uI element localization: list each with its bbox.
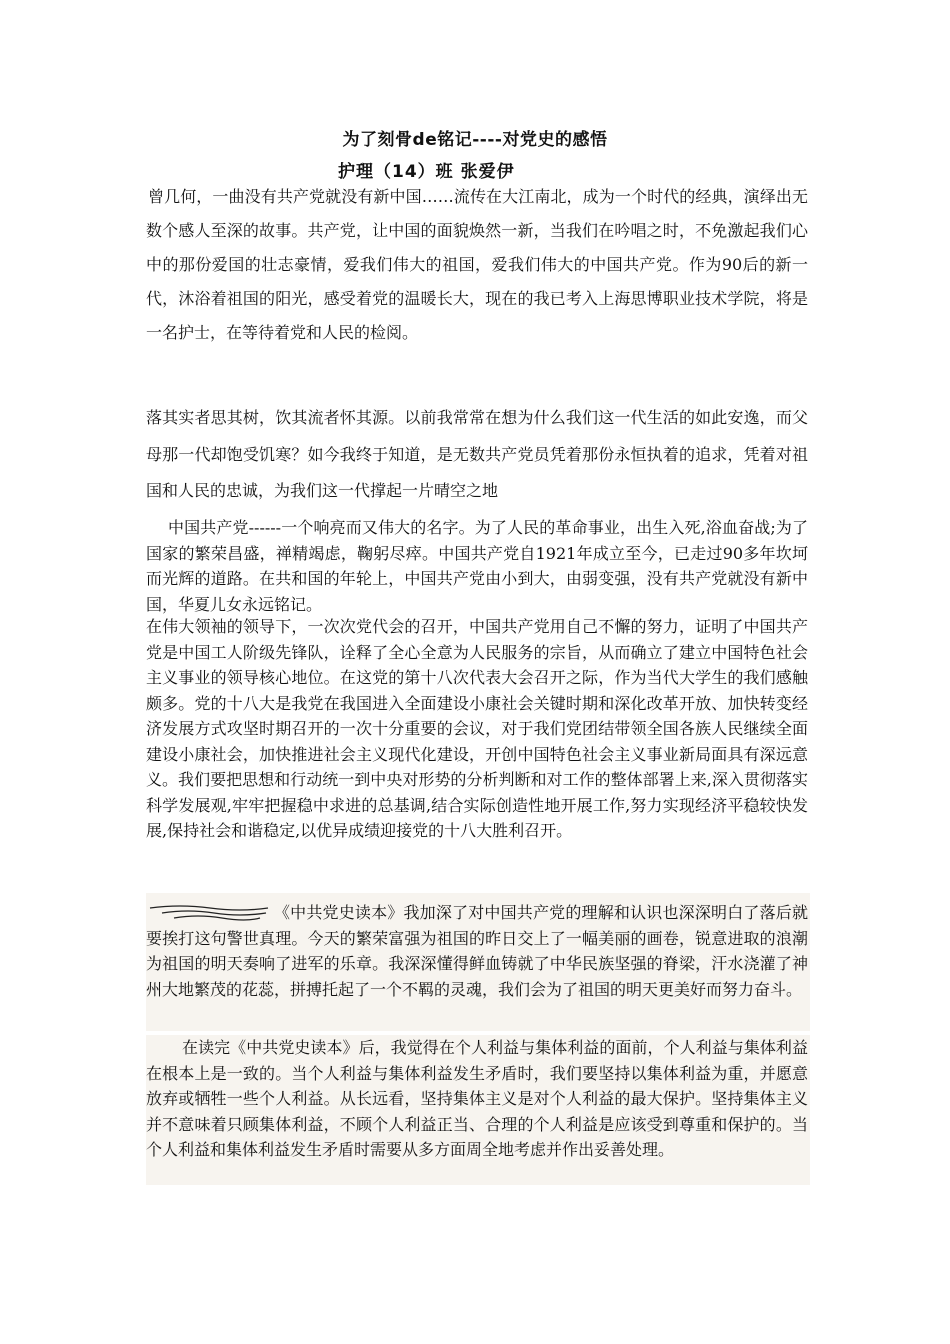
paragraph-1: 曾几何，一曲没有共产党就没有新中国……流传在大江南北，成为一个时代的经典，演绎出无数个感人至深的故事。共产党，让中国的面貌焕然一新，当我们在吟唱之时，不免激起我们心中的那份爱国的壮志豪情，爱我们伟大的祖国，爱我们伟大的中国共产党。作为90后的新一代，沐浴着祖国的阳光，感受着党的温暖长大，现在的我已考入上海思博职业技术学院，将是一名护士，在等待着党和人民的检阅。 [146, 187, 808, 342]
document-author: 护理（14）班 张爱伊 [338, 162, 515, 182]
paragraph-5: 《中共党史读本》我加深了对中国共产党的理解和认识也深深明白了落后就要挨打这句警世真理。今天的繁荣富强为祖国的昨日交上了一幅美丽的画卷，锐意进取的浪潮为祖国的明天奏响了进军的乐章。我深深懂得鲜血铸就了中华民族坚强的脊梁，汗水浇灌了神州大地繁茂的花蕊，拼搏托起了一个不羁的灵魂，我们会为了祖国的明天更美好而努力奋斗。 [146, 903, 808, 999]
paragraph-2: 落其实者思其树，饮其流者怀其源。以前我常常在想为什么我们这一代生活的如此安逸，而父母那一代却饱受饥寒？如今我终于知道，是无数共产党员凭着那份永恒执着的追求，凭着对祖国和人民的忠诚，为我们这一代撑起一片晴空之地 [146, 408, 808, 500]
paragraph-3: 中国共产党------一个响亮而又伟大的名字。为了人民的革命事业，出生入死,浴血奋战;为了国家的繁荣昌盛，禅精竭虑，鞠躬尽瘁。中国共产党自1921年成立至今，已走过90多年坎坷而光辉的道路。在共和国的年轮上，中国共产党由小到大，由弱变强，没有共产党就没有新中国，华夏儿女永远铭记。 [146, 518, 808, 614]
document-title: 为了刻骨de铭记----对党史的感悟 [342, 130, 608, 150]
paragraph-6: 在读完《中共党史读本》后，我觉得在个人利益与集体利益的面前，个人利益与集体利益在根本上是一致的。当个人利益与集体利益发生矛盾时，我们要坚持以集体利益为重，并愿意放弃或牺牲一些个人利益。从长远看，坚持集体主义是对个人利益的最大保护。坚持集体主义并不意味着只顾集体利益，不顾个人利益正当、合理的个人利益是应该受到尊重和保护的。当个人利益和集体利益发生矛盾时需要从多方面周全地考虑并作出妥善处理。 [146, 1038, 808, 1159]
paragraph-4: 在伟大领袖的领导下，一次次党代会的召开，中国共产党用自己不懈的努力，证明了中国共产党是中国工人阶级先锋队，诠释了全心全意为人民服务的宗旨，从而确立了建立中国特色社会主义事业的领导核心地位。在这党的第十八次代表大会召开之际，作为当代大学生的我们感触颇多。党的十八大是我党在我国进入全面建设小康社会关键时期和深化改革开放、加快转变经济发展方式攻坚时期召开的一次十分重要的会议，对于我们党团结带领全国各族人民继续全面建设小康社会，加快推进社会主义现代化建设，开创中国特色社会主义事业新局面具有深远意义。我们要把思想和行动统一到中央对形势的分析判断和对工作的整体部署上来,深入贯彻落实科学发展观,牢牢把握稳中求进的总基调,结合实际创造性地开展工作,努力实现经济平稳较快发展,保持社会和谐稳定,以优异成绩迎接党的十八大胜利召开。 [146, 617, 808, 840]
